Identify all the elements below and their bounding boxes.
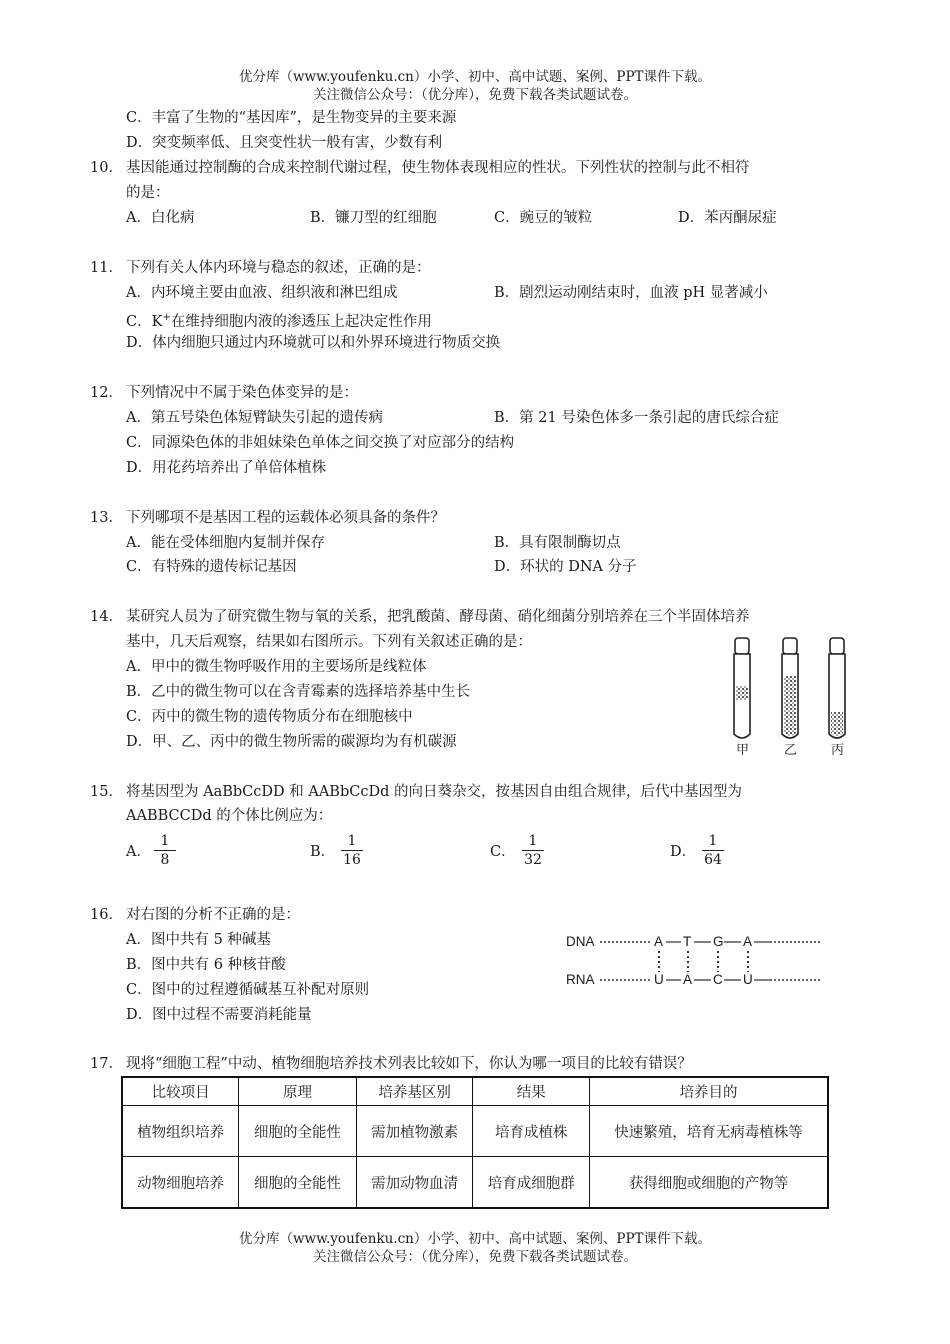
header-line-2: 关注微信公众号：（优分库），免费下载各类试题试卷。 [313,87,637,103]
q15-option-b-fraction: $\frac{1}{16}$ [341,833,363,868]
footer-line-1: 优分库（www.youfenku.cn）小学、初中、高中试题、案例、PPT课件下载。 [238,1231,712,1247]
dna-rna-diagram [566,930,836,992]
q12-option-b: B．第 21 号染色体多一条引起的唐氏综合症 [494,410,779,426]
table-header-cell: 比较项目 [122,1077,239,1106]
dna-base: A [743,934,753,949]
q14-option-b: B．乙中的微生物可以在含青霉素的选择培养基中生长 [126,684,471,700]
q15-stem-line1: 将基因型为 AaBbCcDD 和 AABbCcDd 的向日葵杂交，按基因自由组合规律，后代中基因型为 [126,784,742,800]
q15-option-a-label: A． [126,844,151,860]
table-row [122,1157,828,1209]
q16-stem: 对右图的分析不正确的是： [126,907,300,923]
table-cell: 动物细胞培养 [122,1157,239,1209]
q16-option-d: D．图中过程不需要消耗能量 [126,1007,312,1023]
q15-option-d-fraction: $\frac{1}{64}$ [702,833,724,868]
q16-option-b: B．图中共有 6 种核苷酸 [126,957,286,973]
tube-label-jia: 甲 [736,743,750,758]
tube-jia [734,638,750,738]
q15-option-c-label: C． [490,844,516,860]
dna-base: T [683,934,692,949]
dna-base: A [654,934,664,949]
tube-label-yi: 乙 [784,743,798,758]
test-tubes-figure [726,636,856,760]
tube-bing [829,638,845,738]
q16-option-c: C．图中的过程遵循碱基互补配对原则 [126,982,370,998]
rna-label: RNA [566,972,595,987]
q11-option-d: D．体内细胞只通过内环境就可以和外界环境进行物质交换 [126,335,501,351]
table-cell: 获得细胞或细胞的产物等 [590,1157,828,1209]
q9-option-c: C．丰富了生物的“基因库”，是生物变异的主要来源 [126,110,457,126]
q12-stem: 下列情况中不属于染色体变异的是： [126,385,358,401]
table-cell: 植物组织培养 [122,1106,239,1157]
q15-number: 15． [90,784,123,800]
q15-stem-line2: AABBCCDd 的个体比例应为： [126,808,333,824]
comparison-table [121,1076,829,1209]
test-tubes-drawing [726,636,856,744]
table-cell: 需加动物血清 [356,1157,473,1209]
q10-option-d: D．苯丙酮尿症 [678,210,777,226]
q15-option-b-label: B． [310,844,336,860]
q10-stem-line1: 基因能通过控制酶的合成来控制代谢过程，使生物体表现相应的性状。下列性状的控制与此不相符 [126,160,750,176]
q13-number: 13． [90,510,123,526]
q13-option-d: D．环状的 DNA 分子 [494,559,637,575]
q10-option-b: B．镰刀型的红细胞 [310,210,437,226]
q13-option-b: B．具有限制酶切点 [494,535,621,551]
q11-stem: 下列有关人体内环境与稳态的叙述，正确的是： [126,260,431,276]
q14-stem-line1: 某研究人员为了研究微生物与氧的关系，把乳酸菌、酵母菌、硝化细菌分别培养在三个半固体培养 [126,609,750,625]
q13-option-a: A．能在受体细胞内复制并保存 [126,535,325,551]
q11-option-c: C．K+在维持细胞内液的渗透压上起决定性作用 [126,312,432,330]
q12-option-c: C．同源染色体的非姐妹染色单体之间交换了对应部分的结构 [126,435,515,451]
q15-option-c-fraction: $\frac{1}{32}$ [522,833,544,868]
q16-option-a: A．图中共有 5 种碱基 [126,932,271,948]
table-cell: 培育成植株 [473,1106,590,1157]
q11-number: 11． [90,260,123,276]
table-cell: 培育成细胞群 [473,1157,590,1209]
dna-base: G [713,934,724,949]
q17-number: 17． [90,1056,123,1072]
dna-label: DNA [566,934,595,949]
table-header-cell: 结果 [473,1077,590,1106]
q12-option-a: A．第五号染色体短臂缺失引起的遗传病 [126,410,383,426]
rna-base: A [683,972,693,987]
q10-option-c: C．豌豆的皱粒 [494,210,593,226]
table-header-row [122,1077,828,1106]
footer-line-2: 关注微信公众号：（优分库），免费下载各类试题试卷。 [313,1249,637,1265]
dna-rna-lines [566,930,836,992]
q13-option-c: C．有特殊的遗传标记基因 [126,559,297,575]
q14-option-d: D．甲、乙、丙中的微生物所需的碳源均为有机碳源 [126,734,457,750]
q14-stem-line2: 基中，几天后观察，结果如右图所示。下列有关叙述正确的是： [126,634,532,650]
q15-option-d-label: D． [670,844,697,860]
q16-number: 16． [90,907,123,923]
q9-option-d: D．突变频率低、且突变性状一般有害，少数有利 [126,135,443,151]
tube-label-bing: 丙 [831,743,845,758]
table-header-cell: 原理 [239,1077,357,1106]
q11-option-a: A．内环境主要由血液、组织液和淋巴组成 [126,285,398,301]
rna-base: U [743,972,753,987]
table-row [122,1106,828,1157]
table-cell: 快速繁殖，培育无病毒植株等 [590,1106,828,1157]
header-line-1: 优分库（www.youfenku.cn）小学、初中、高中试题、案例、PPT课件下载。 [238,69,712,85]
q14-number: 14． [90,609,123,625]
q14-option-c: C．丙中的微生物的遗传物质分布在细胞核中 [126,709,413,725]
q10-option-a: A．白化病 [126,210,195,226]
q15-option-a-fraction: $\frac{1}{8}$ [154,833,176,868]
q14-option-a: A．甲中的微生物呼吸作用的主要场所是线粒体 [126,659,427,675]
q12-option-d: D．用花药培养出了单倍体植株 [126,460,327,476]
table-cell: 细胞的全能性 [239,1106,357,1157]
tube-yi [782,638,798,738]
table-header-cell: 培养基区别 [356,1077,473,1106]
q11-option-b: B．剧烈运动刚结束时，血液 pH 显著减小 [494,285,768,301]
rna-base: U [654,972,664,987]
table-cell: 需加植物激素 [356,1106,473,1157]
q17-stem: 现将“细胞工程”中动、植物细胞培养技术列表比较如下，你认为哪一项目的比较有错误？ [126,1056,692,1072]
rna-base: C [713,972,723,987]
q10-stem-line2: 的是： [126,185,170,201]
q12-number: 12． [90,385,123,401]
q10-number: 10． [90,160,123,176]
table-header-cell: 培养目的 [590,1077,828,1106]
table-cell: 细胞的全能性 [239,1157,357,1209]
q13-stem: 下列哪项不是基因工程的运载体必须具备的条件？ [126,510,445,526]
